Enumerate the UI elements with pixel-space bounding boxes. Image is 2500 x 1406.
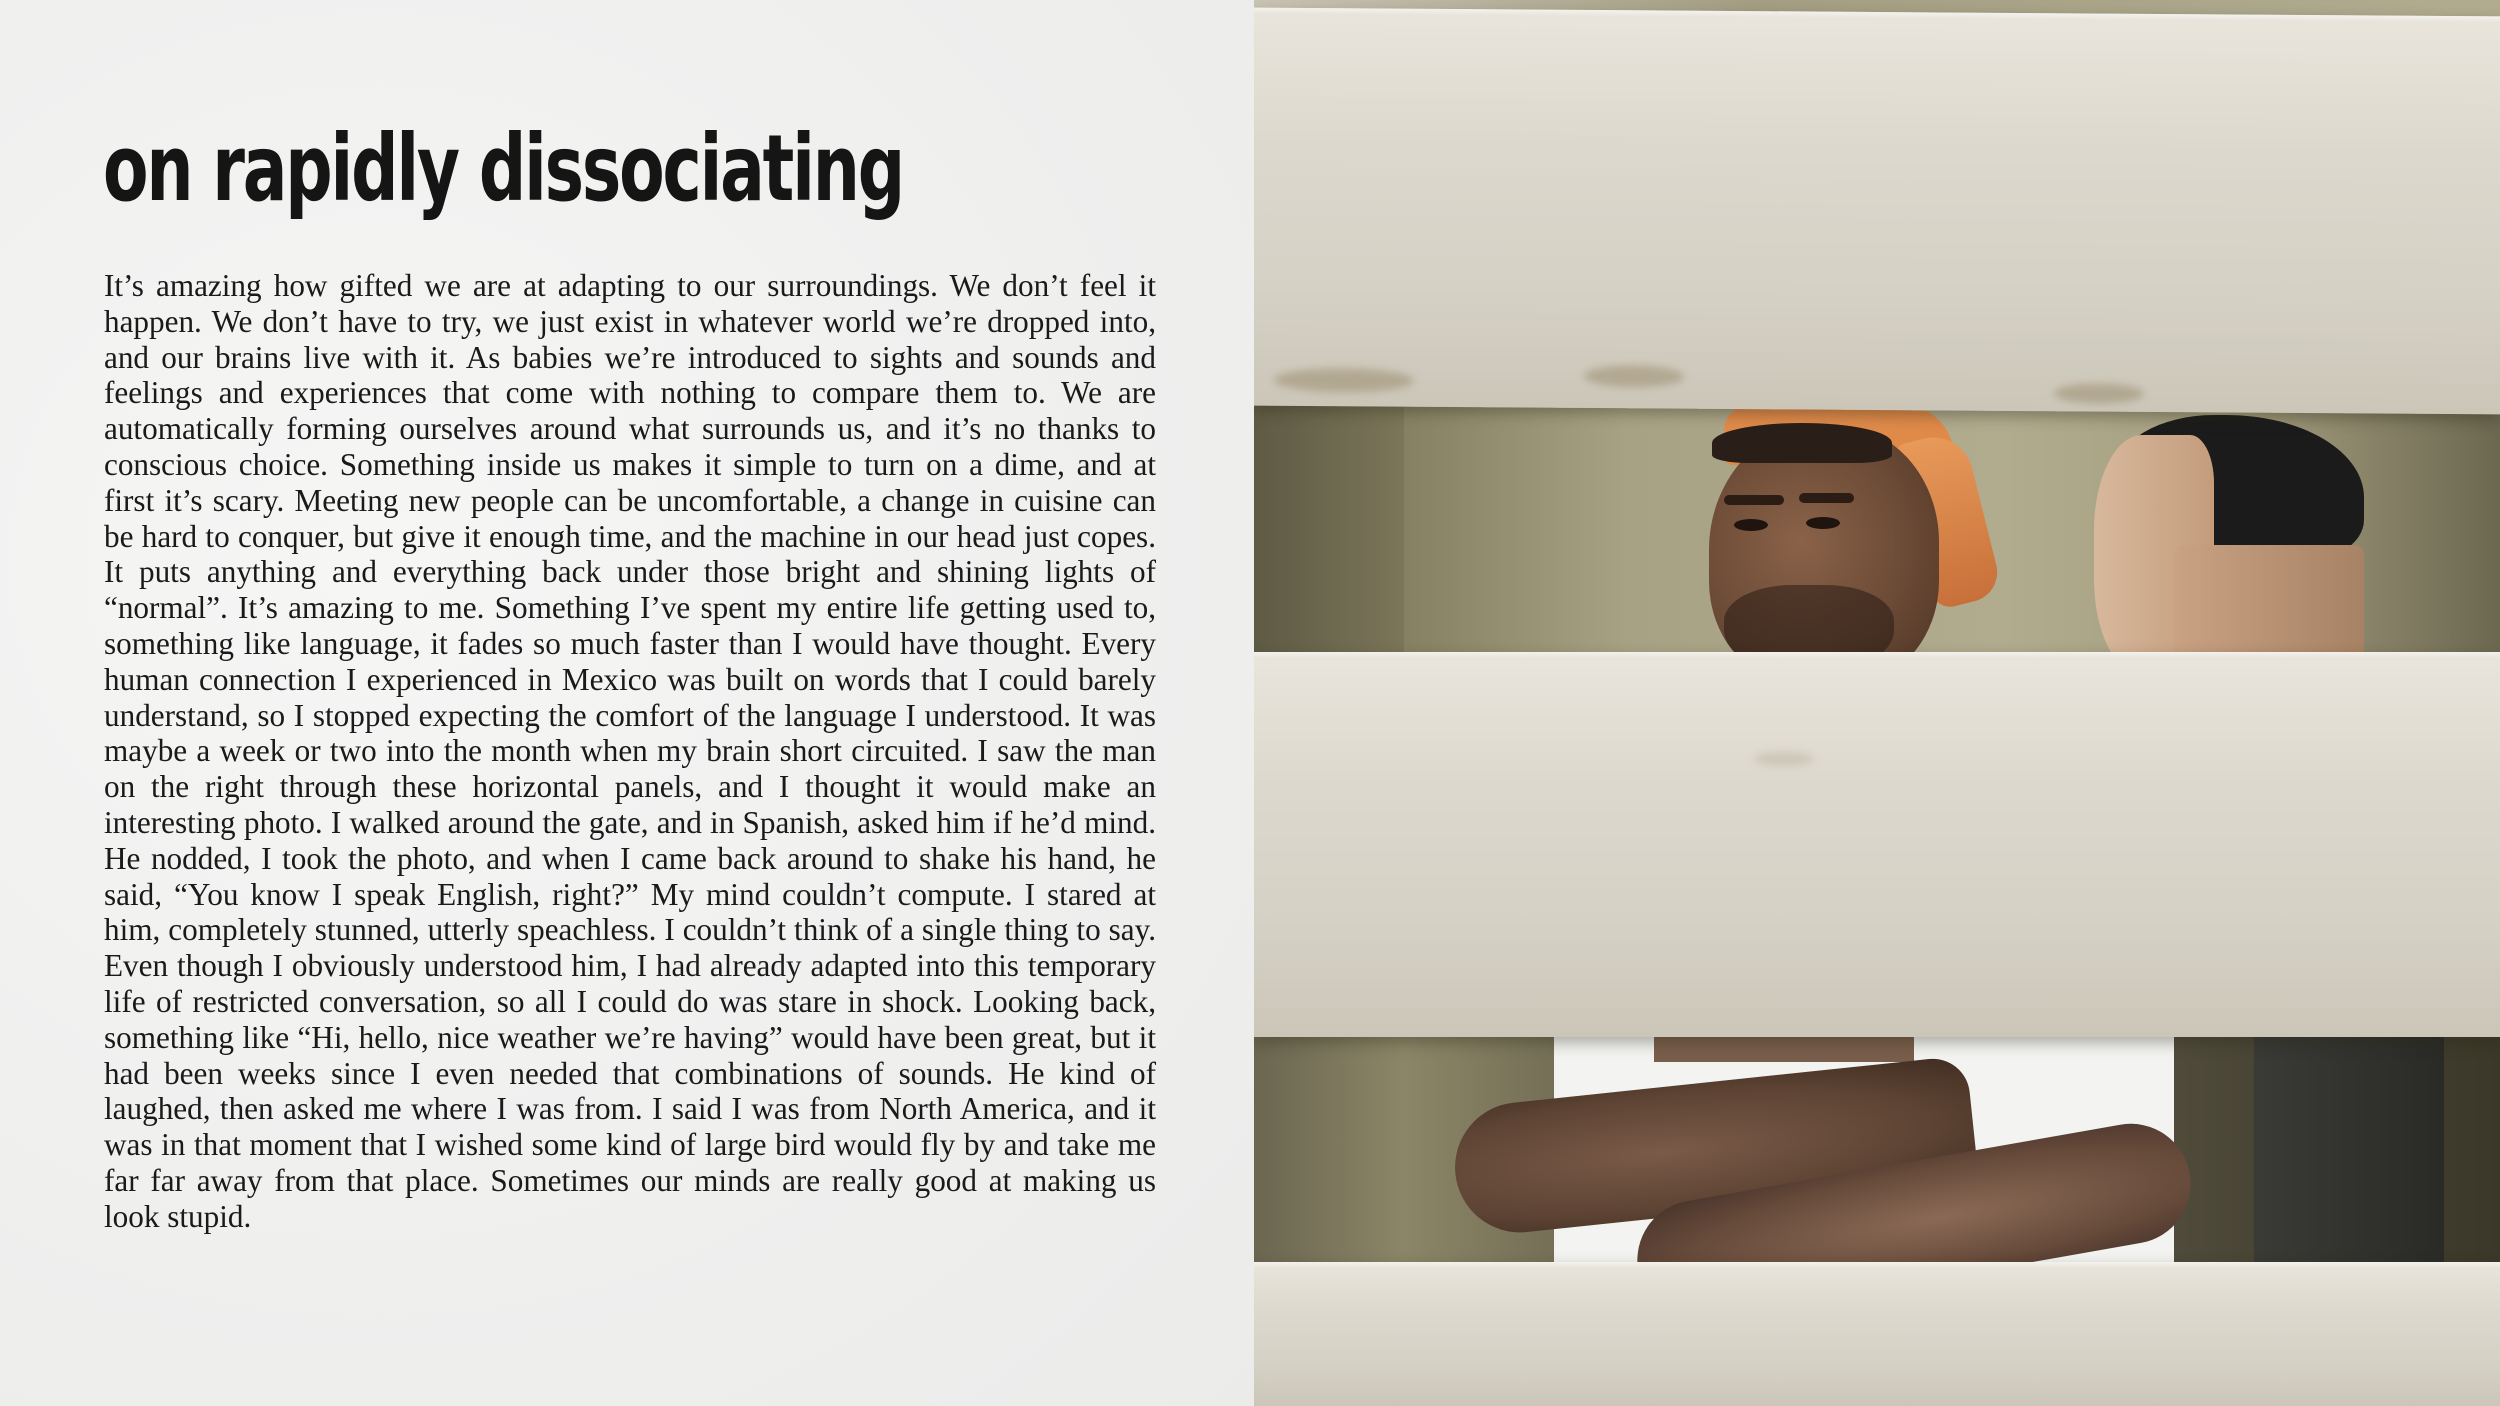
- photo-man-brow: [1799, 493, 1854, 503]
- photo-man-eye: [1806, 517, 1840, 529]
- photo-board-top: [1254, 8, 2500, 415]
- photo-gap-faces: [1254, 395, 2500, 675]
- photo-man-brow: [1724, 495, 1784, 505]
- photo-boy-shoulder: [2254, 1022, 2444, 1297]
- article-title: on rapidly dissociating: [103, 115, 903, 222]
- photograph: [1254, 0, 2500, 1406]
- photo-pillar: [1254, 395, 1404, 675]
- photo-man-eye: [1734, 519, 1768, 531]
- photo-gap-arms: [1254, 1022, 2500, 1297]
- article-body: It’s amazing how gifted we are at adapting to our surroundings. We don’t feel it happen. We don’t have to try, we just exist in whatever world we’re dropped into, and our brains live with it. As babies we’re introduced to sights and sounds and feelings and experiences that come with nothing to compare them to. We are automatically forming ourselves around what surrounds us, and it’s no thanks to conscious choice. Something inside us makes it simple to turn on a dime, and at first it’s scary. Meeting new people can be uncomfortable, a change in cuisine can be hard to conquer, but give it enough time, and the machine in our head just copes. It puts anything and everything back under those bright and shining lights of “normal”. It’s amazing to me. Something I’ve spent my entire life getting used to, something like language, it fades so much faster than I would have thought. Every human connection I experienced in Mexico was built on words that I could barely understand, so I stopped expecting the comfort of the language I understood. It was maybe a week or two into the month when my brain short circuited. I saw the man on the right through these horizontal panels, and I thought it would make an interesting photo. I walked around the gate, and in Spanish, asked him if he’d mind. He nodded, I took the photo, and when I came back around to shake his hand, he said, “You know I speak English, right?” My mind couldn’t compute. I stared at him, completely stunned, utterly speachless. I couldn’t think of a single thing to say. Even though I obviously understood him, I had already adapted into this temporary life of restricted conversation, so all I could do was stare in shock. Looking back, something like “Hi, hello, nice weather we’re having” would have been great, but it had been weeks since I even needed that combinations of sounds. He kind of laughed, then asked me where I was from. I said I was from North America, and it was in that moment that I wished some kind of large bird would fly by and take me far far away from that place. Sometimes our minds are really good at making us look stupid.: [104, 268, 1156, 1234]
- photo-man-hair: [1712, 423, 1892, 463]
- photo-board-bottom: [1254, 1262, 2500, 1406]
- photo-board-middle: [1254, 652, 2500, 1037]
